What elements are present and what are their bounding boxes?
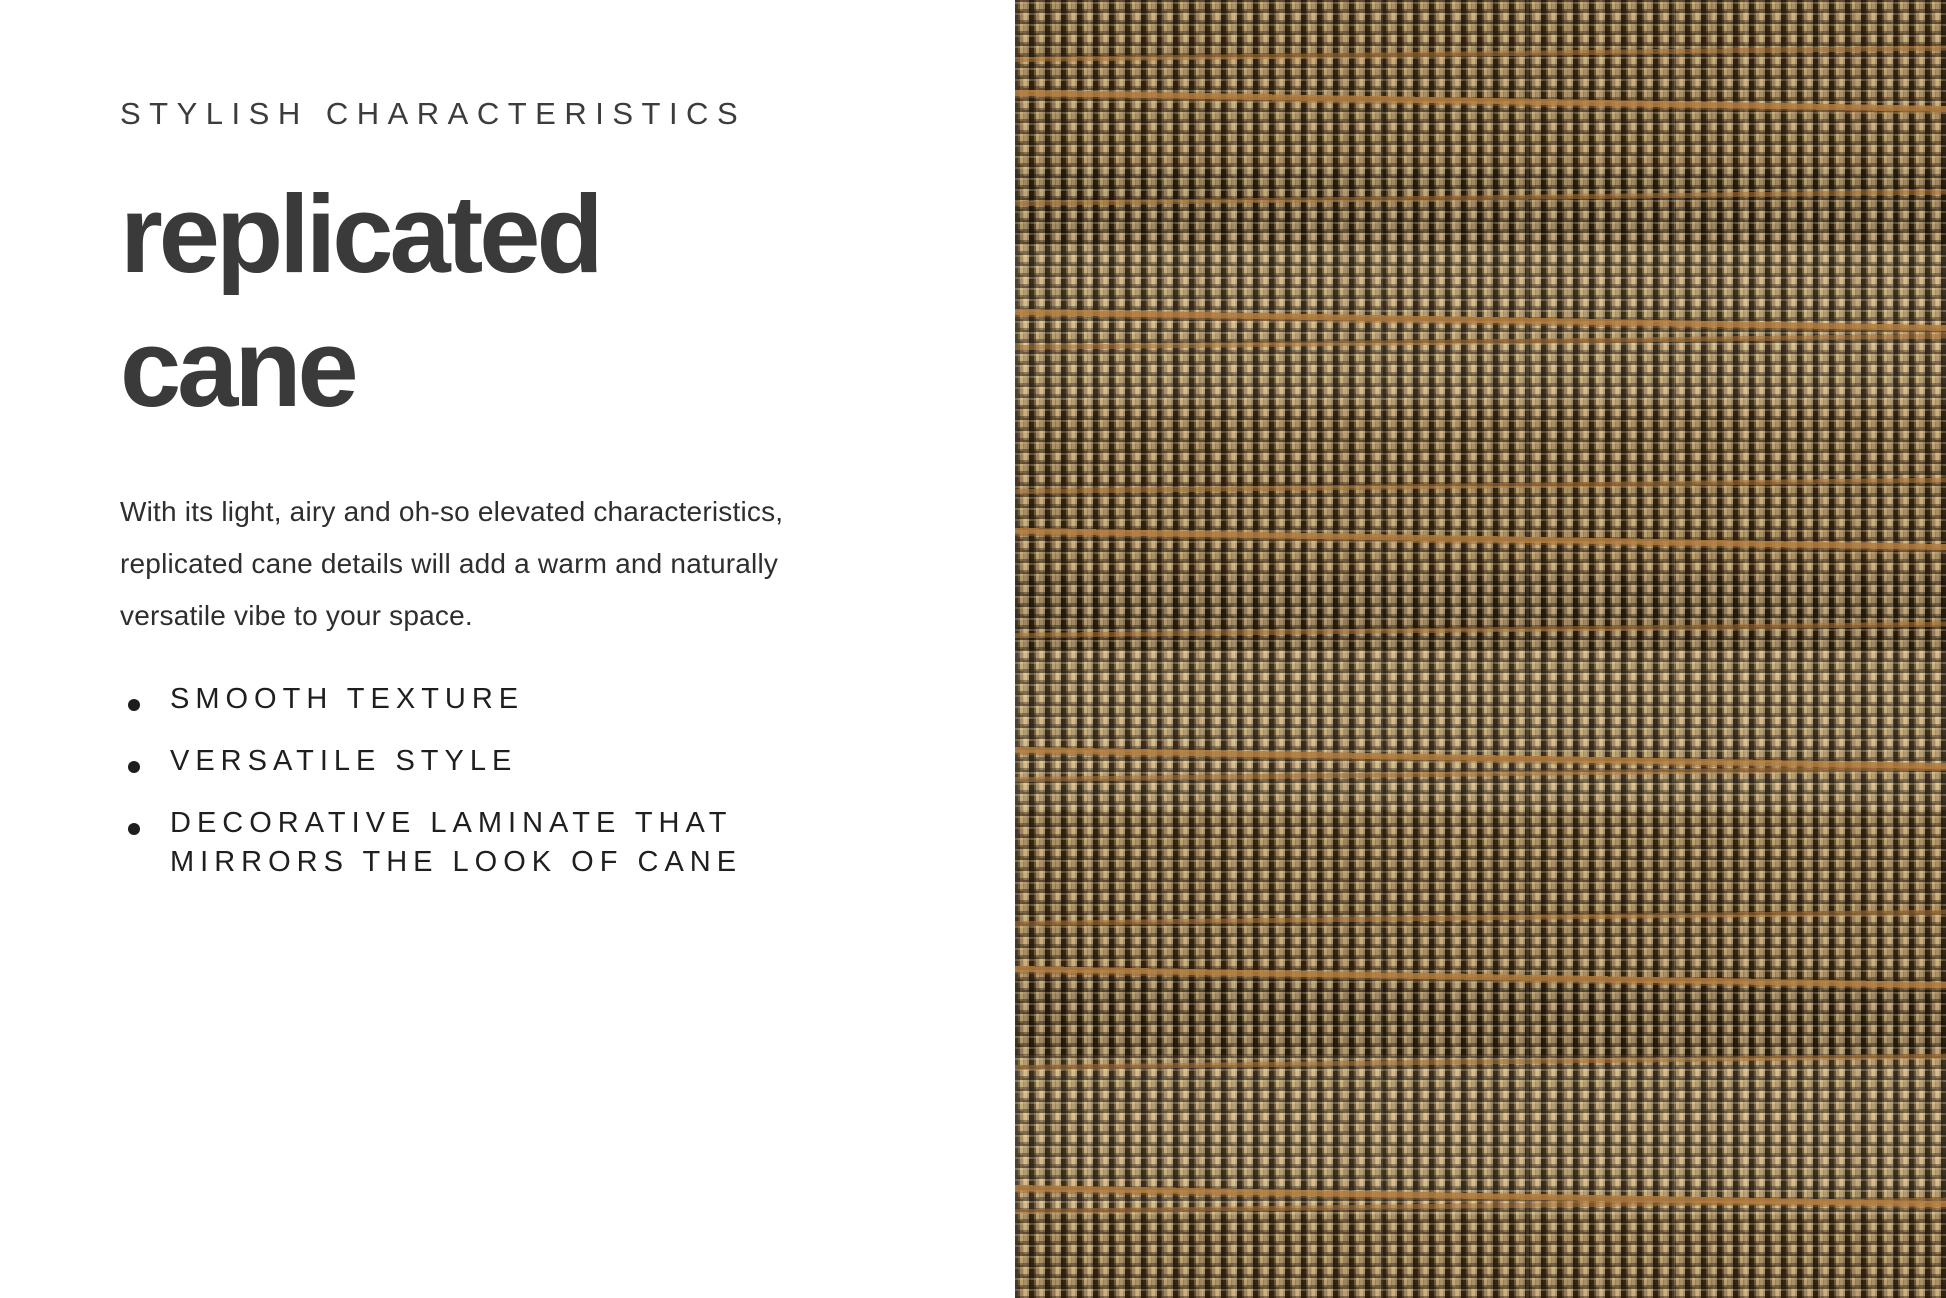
bullet-icon: [128, 699, 140, 711]
intro-paragraph-line-2: replicated cane details will add a warm and naturally: [120, 548, 779, 579]
feature-line: DECORATIVE LAMINATE THAT: [170, 807, 733, 839]
cane-texture-image: [1015, 0, 1946, 1298]
feature-list: [120, 680, 955, 882]
bullet-icon: [128, 761, 140, 773]
feature-item-versatile-style: [120, 742, 955, 781]
intro-paragraph: [120, 486, 955, 642]
intro-paragraph-line-3: versatile vibe to your space.: [120, 600, 473, 631]
feature-text: [170, 680, 524, 719]
feature-line: SMOOTH TEXTURE: [170, 683, 525, 715]
page-title-line-1: replicated: [120, 173, 600, 296]
feature-text: [170, 742, 517, 781]
page-title: [120, 168, 955, 436]
eyebrow-label: STYLISH CHARACTERISTICS: [120, 96, 747, 131]
page-title-line-2: cane: [120, 307, 355, 430]
feature-line: MIRRORS THE LOOK OF CANE: [170, 846, 743, 878]
bullet-icon: [128, 823, 140, 835]
feature-item-smooth-texture: [120, 680, 955, 719]
feature-text: [170, 804, 742, 882]
feature-item-decorative-laminate: [120, 804, 955, 882]
feature-line: VERSATILE STYLE: [170, 745, 518, 777]
intro-paragraph-line-1: With its light, airy and oh-so elevated characteristics,: [120, 496, 784, 527]
